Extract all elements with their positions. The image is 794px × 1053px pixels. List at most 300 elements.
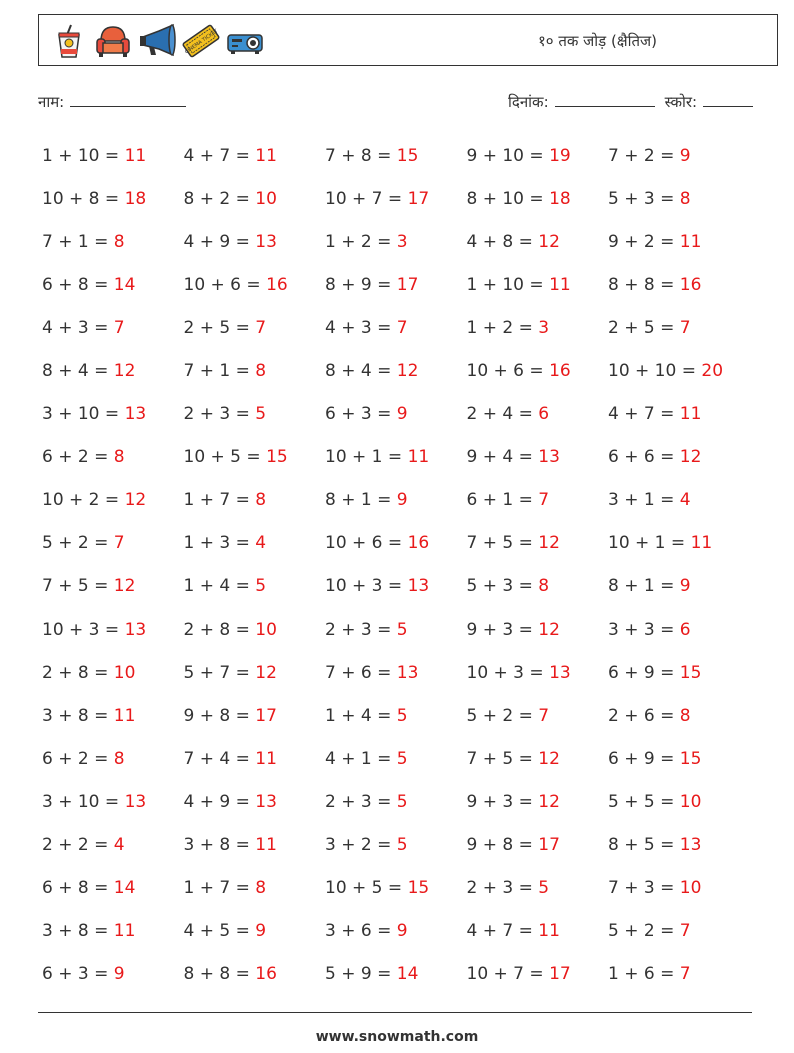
problem-item <box>184 189 326 209</box>
problem-item <box>184 146 326 166</box>
problem-question: 1 + 10 = <box>466 274 550 295</box>
problem-answer: 11 <box>679 404 702 425</box>
problem-item <box>42 404 184 424</box>
problem-item <box>184 706 326 726</box>
problem-item <box>467 146 609 166</box>
problem-question: 6 + 1 = <box>466 490 539 511</box>
problem-row <box>42 393 762 436</box>
problem-answer: 7 <box>538 705 550 726</box>
problem-question: 3 + 3 = <box>608 619 680 640</box>
problem-answer: 12 <box>124 490 147 511</box>
problem-item <box>467 921 609 941</box>
problem-question: 9 + 8 = <box>466 835 539 856</box>
problem-question: 5 + 3 = <box>608 188 680 209</box>
problem-item <box>608 749 750 769</box>
problem-answer: 11 <box>407 447 430 468</box>
problem-item <box>467 275 609 295</box>
problem-question: 10 + 6 = <box>183 274 267 295</box>
problem-item <box>467 706 609 726</box>
problem-answer: 13 <box>255 231 277 252</box>
problem-item <box>325 318 467 338</box>
problem-question: 10 + 6 = <box>466 361 550 382</box>
problem-question: 5 + 2 = <box>466 705 539 726</box>
drink-cup-icon <box>49 21 89 61</box>
problem-answer: 8 <box>255 490 267 511</box>
problem-item <box>608 921 750 941</box>
problem-answer: 14 <box>396 964 419 985</box>
problem-answer: 19 <box>549 145 571 166</box>
problem-answer: 17 <box>549 964 571 985</box>
problem-item <box>42 232 184 252</box>
problem-item <box>325 620 467 640</box>
problem-answer: 13 <box>124 619 147 640</box>
problem-item <box>42 964 184 984</box>
problem-item <box>608 146 750 166</box>
problem-item <box>608 878 750 898</box>
problem-answer: 13 <box>396 662 419 683</box>
problem-item <box>42 146 184 166</box>
problem-answer: 8 <box>255 361 267 382</box>
problem-answer: 5 <box>396 705 408 726</box>
problem-item <box>184 576 326 596</box>
problem-item <box>325 447 467 467</box>
problem-item <box>42 878 184 898</box>
problem-question: 10 + 5 = <box>183 447 267 468</box>
problem-item <box>325 749 467 769</box>
problem-item <box>608 706 750 726</box>
problem-answer: 16 <box>266 274 288 295</box>
problem-answer: 12 <box>538 619 560 640</box>
problem-item <box>42 663 184 683</box>
problem-item <box>325 878 467 898</box>
problem-answer: 15 <box>266 447 288 468</box>
problem-answer: 11 <box>113 921 136 942</box>
problem-answer: 17 <box>255 705 277 726</box>
problem-answer: 7 <box>679 964 691 985</box>
problem-question: 10 + 1 = <box>608 533 691 554</box>
problem-item <box>325 576 467 596</box>
problem-answer: 13 <box>549 662 571 683</box>
problem-item <box>467 620 609 640</box>
problem-row <box>42 737 762 780</box>
problem-question: 9 + 10 = <box>466 145 550 166</box>
problem-answer: 4 <box>255 533 267 554</box>
problem-answer: 8 <box>538 576 550 597</box>
problem-row <box>42 349 762 392</box>
problem-item <box>467 576 609 596</box>
problem-item <box>325 663 467 683</box>
problem-row <box>42 306 762 349</box>
problem-question: 2 + 3 = <box>466 878 539 899</box>
problem-question: 7 + 8 = <box>325 145 397 166</box>
problem-question: 4 + 9 = <box>183 791 256 812</box>
name-blank[interactable] <box>70 92 186 107</box>
problem-item <box>42 318 184 338</box>
problem-item <box>608 533 750 553</box>
problem-answer: 11 <box>679 231 702 252</box>
problem-answer: 10 <box>255 188 277 209</box>
problem-answer: 9 <box>396 404 408 425</box>
problem-answer: 5 <box>538 878 550 899</box>
problem-item <box>325 706 467 726</box>
problem-answer: 7 <box>538 490 550 511</box>
problem-question: 8 + 1 = <box>608 576 680 597</box>
footer-url: www.snowmath.com <box>315 1029 479 1045</box>
problem-question: 2 + 4 = <box>466 404 539 425</box>
problem-item <box>467 878 609 898</box>
problem-item <box>467 318 609 338</box>
problem-question: 7 + 1 = <box>42 231 114 252</box>
problem-answer: 5 <box>396 619 408 640</box>
problem-question: 3 + 10 = <box>42 404 125 425</box>
name-field <box>38 92 186 112</box>
problem-item <box>608 361 750 381</box>
problem-answer: 3 <box>396 231 408 252</box>
problem-answer: 9 <box>679 576 691 597</box>
problem-item <box>42 576 184 596</box>
problem-question: 3 + 1 = <box>608 490 680 511</box>
problem-question: 8 + 4 = <box>42 361 114 382</box>
problem-row <box>42 780 762 823</box>
date-blank[interactable] <box>555 92 655 107</box>
problem-question: 4 + 7 = <box>466 921 539 942</box>
problem-answer: 12 <box>255 662 277 683</box>
header-icons <box>49 21 265 61</box>
problem-item <box>467 533 609 553</box>
problem-item <box>467 749 609 769</box>
problem-answer: 15 <box>679 748 702 769</box>
problem-question: 3 + 8 = <box>183 835 256 856</box>
problem-item <box>467 663 609 683</box>
problem-row <box>42 608 762 651</box>
problem-row <box>42 953 762 996</box>
problem-question: 6 + 3 = <box>42 964 114 985</box>
problem-item <box>608 576 750 596</box>
problem-question: 1 + 7 = <box>183 490 256 511</box>
problem-row <box>42 651 762 694</box>
problem-question: 2 + 2 = <box>42 835 114 856</box>
problem-item <box>184 447 326 467</box>
problem-answer: 11 <box>124 145 147 166</box>
problem-item <box>325 835 467 855</box>
problem-answer: 6 <box>679 619 691 640</box>
problem-answer: 5 <box>396 835 408 856</box>
problem-answer: 4 <box>679 490 691 511</box>
problem-question: 7 + 4 = <box>183 748 256 769</box>
problem-question: 6 + 8 = <box>42 878 114 899</box>
problem-item <box>42 835 184 855</box>
problem-answer: 9 <box>396 921 408 942</box>
problem-answer: 12 <box>538 231 560 252</box>
problem-item <box>608 275 750 295</box>
problem-question: 6 + 2 = <box>42 447 114 468</box>
problem-item <box>42 706 184 726</box>
problem-answer: 12 <box>113 576 136 597</box>
problem-question: 5 + 5 = <box>608 791 680 812</box>
problem-answer: 7 <box>679 921 691 942</box>
problem-item <box>184 232 326 252</box>
problem-question: 10 + 10 = <box>608 361 702 382</box>
problem-answer: 14 <box>113 274 136 295</box>
problem-question: 2 + 8 = <box>42 662 114 683</box>
problem-item <box>608 663 750 683</box>
problem-answer: 12 <box>538 748 560 769</box>
problem-question: 2 + 3 = <box>325 791 397 812</box>
problem-item <box>608 232 750 252</box>
problem-question: 1 + 2 = <box>325 231 397 252</box>
cinema-ticket-icon <box>181 21 221 61</box>
problem-question: 10 + 8 = <box>42 188 125 209</box>
problem-row <box>42 263 762 306</box>
problem-item <box>184 921 326 941</box>
problem-answer: 11 <box>255 748 277 769</box>
problem-item <box>467 447 609 467</box>
problem-question: 6 + 8 = <box>42 274 114 295</box>
problem-item <box>325 189 467 209</box>
problem-question: 9 + 3 = <box>466 619 539 640</box>
problem-answer: 4 <box>113 835 125 856</box>
problem-item <box>325 232 467 252</box>
problem-question: 3 + 10 = <box>42 791 125 812</box>
problem-question: 3 + 8 = <box>42 705 114 726</box>
problem-row <box>42 134 762 177</box>
problem-question: 4 + 1 = <box>325 748 397 769</box>
problem-answer: 9 <box>396 490 408 511</box>
problem-answer: 13 <box>679 835 702 856</box>
problem-question: 10 + 7 = <box>325 188 408 209</box>
problem-item <box>608 835 750 855</box>
problem-question: 4 + 9 = <box>183 231 256 252</box>
problem-item <box>42 620 184 640</box>
problem-item <box>608 318 750 338</box>
problem-item <box>184 620 326 640</box>
problem-item <box>42 792 184 812</box>
problem-answer: 17 <box>538 835 560 856</box>
problem-item <box>325 964 467 984</box>
problem-item <box>184 318 326 338</box>
problem-item <box>467 964 609 984</box>
problem-answer: 9 <box>679 145 691 166</box>
problem-question: 7 + 5 = <box>466 533 539 554</box>
problem-answer: 5 <box>396 791 408 812</box>
problem-answer: 5 <box>255 576 267 597</box>
problem-answer: 11 <box>113 705 136 726</box>
problem-question: 9 + 2 = <box>608 231 680 252</box>
problem-question: 10 + 1 = <box>325 447 408 468</box>
problem-row <box>42 824 762 867</box>
svg-text:CINEMA TICKET: CINEMA TICKET <box>184 28 220 56</box>
problem-question: 6 + 2 = <box>42 748 114 769</box>
score-blank[interactable] <box>703 92 753 107</box>
problem-question: 10 + 3 = <box>42 619 125 640</box>
problem-answer: 13 <box>407 576 430 597</box>
problem-question: 9 + 3 = <box>466 791 539 812</box>
problem-item <box>325 921 467 941</box>
problem-question: 7 + 2 = <box>608 145 680 166</box>
problem-question: 4 + 3 = <box>325 317 397 338</box>
problem-question: 1 + 3 = <box>183 533 256 554</box>
problem-item <box>325 533 467 553</box>
problem-item <box>184 404 326 424</box>
problem-question: 5 + 7 = <box>183 662 256 683</box>
problem-question: 7 + 5 = <box>42 576 114 597</box>
problem-row <box>42 910 762 953</box>
problem-item <box>325 792 467 812</box>
problem-question: 2 + 5 = <box>608 317 680 338</box>
problem-question: 4 + 7 = <box>608 404 680 425</box>
problem-item <box>608 964 750 984</box>
problem-item <box>467 792 609 812</box>
problem-answer: 10 <box>679 878 702 899</box>
date-label: दिनांक: <box>508 93 549 111</box>
problem-answer: 13 <box>124 791 147 812</box>
problem-answer: 8 <box>113 748 125 769</box>
problem-item <box>42 749 184 769</box>
problem-question: 7 + 1 = <box>183 361 256 382</box>
problem-item <box>42 921 184 941</box>
problem-answer: 8 <box>679 705 691 726</box>
problem-answer: 10 <box>255 619 277 640</box>
problem-item <box>42 275 184 295</box>
problem-item <box>325 146 467 166</box>
problem-answer: 17 <box>407 188 430 209</box>
problem-item <box>42 533 184 553</box>
problem-question: 7 + 3 = <box>608 878 680 899</box>
problem-item <box>467 361 609 381</box>
problem-item <box>608 447 750 467</box>
problem-answer: 8 <box>255 878 267 899</box>
problem-item <box>467 189 609 209</box>
problem-question: 3 + 6 = <box>325 921 397 942</box>
problem-question: 8 + 5 = <box>608 835 680 856</box>
name-label: नाम: <box>38 93 65 111</box>
problem-item <box>184 663 326 683</box>
problem-question: 8 + 8 = <box>608 274 680 295</box>
problem-question: 5 + 2 = <box>42 533 114 554</box>
problem-answer: 13 <box>255 791 277 812</box>
problem-answer: 7 <box>255 317 267 338</box>
problem-answer: 3 <box>538 317 550 338</box>
problem-item <box>184 275 326 295</box>
problem-question: 5 + 3 = <box>466 576 539 597</box>
problem-answer: 5 <box>396 748 408 769</box>
problem-item <box>325 404 467 424</box>
problem-answer: 15 <box>396 145 419 166</box>
problem-question: 7 + 6 = <box>325 662 397 683</box>
problem-answer: 8 <box>113 447 125 468</box>
problem-question: 10 + 6 = <box>325 533 408 554</box>
problem-question: 2 + 8 = <box>183 619 256 640</box>
problem-answer: 17 <box>396 274 419 295</box>
problem-question: 5 + 9 = <box>325 964 397 985</box>
problem-answer: 10 <box>113 662 136 683</box>
problem-row <box>42 694 762 737</box>
problem-answer: 13 <box>538 447 560 468</box>
problem-item <box>42 447 184 467</box>
problem-question: 5 + 2 = <box>608 921 680 942</box>
problem-question: 1 + 4 = <box>183 576 256 597</box>
problem-question: 8 + 10 = <box>466 188 550 209</box>
problem-question: 4 + 8 = <box>466 231 539 252</box>
problem-answer: 8 <box>679 188 691 209</box>
problem-question: 10 + 3 = <box>466 662 550 683</box>
problem-answer: 7 <box>679 317 691 338</box>
problem-answer: 12 <box>538 533 560 554</box>
armchair-icon <box>93 21 133 61</box>
problem-item <box>184 749 326 769</box>
problem-question: 8 + 8 = <box>183 964 256 985</box>
problem-row <box>42 522 762 565</box>
problem-answer: 5 <box>255 404 267 425</box>
problem-answer: 11 <box>549 274 571 295</box>
problem-row <box>42 565 762 608</box>
problem-answer: 11 <box>255 835 277 856</box>
problem-item <box>467 835 609 855</box>
problem-question: 2 + 3 = <box>183 404 256 425</box>
problem-question: 6 + 3 = <box>325 404 397 425</box>
projector-icon <box>225 21 265 61</box>
problem-question: 1 + 2 = <box>466 317 539 338</box>
problem-answer: 8 <box>113 231 125 252</box>
problem-answer: 9 <box>113 964 125 985</box>
problem-row <box>42 867 762 910</box>
problem-question: 4 + 3 = <box>42 317 114 338</box>
problem-row <box>42 177 762 220</box>
problem-item <box>467 490 609 510</box>
problem-item <box>325 361 467 381</box>
problem-question: 2 + 3 = <box>325 619 397 640</box>
problem-question: 1 + 7 = <box>183 878 256 899</box>
date-score-field <box>508 92 753 112</box>
problem-item <box>608 490 750 510</box>
problem-answer: 16 <box>679 274 702 295</box>
problem-item <box>467 232 609 252</box>
problem-item <box>42 189 184 209</box>
worksheet-header <box>38 14 778 66</box>
worksheet-title: १० तक जोड़ (क्षैतिज) <box>537 32 657 50</box>
problem-item <box>325 275 467 295</box>
problem-answer: 12 <box>113 361 136 382</box>
problem-question: 10 + 5 = <box>325 878 408 899</box>
problem-question: 10 + 2 = <box>42 490 125 511</box>
problem-item <box>608 620 750 640</box>
problem-question: 9 + 4 = <box>466 447 539 468</box>
problem-item <box>467 404 609 424</box>
problem-answer: 7 <box>113 317 125 338</box>
problem-question: 4 + 5 = <box>183 921 256 942</box>
problem-item <box>184 533 326 553</box>
problem-answer: 11 <box>255 145 277 166</box>
problem-item <box>184 361 326 381</box>
score-label: स्कोर: <box>664 93 698 111</box>
problem-question: 6 + 6 = <box>608 447 680 468</box>
problem-answer: 12 <box>396 361 419 382</box>
problem-answer: 10 <box>679 791 702 812</box>
problem-row <box>42 436 762 479</box>
problem-answer: 12 <box>538 791 560 812</box>
problem-item <box>184 964 326 984</box>
problem-item <box>608 189 750 209</box>
problem-answer: 7 <box>396 317 408 338</box>
problem-answer: 6 <box>538 404 550 425</box>
problem-grid <box>42 134 762 996</box>
problem-answer: 20 <box>701 361 724 382</box>
problem-question: 3 + 8 = <box>42 921 114 942</box>
problem-answer: 15 <box>679 662 702 683</box>
problem-question: 8 + 4 = <box>325 361 397 382</box>
problem-question: 7 + 5 = <box>466 748 539 769</box>
problem-question: 8 + 1 = <box>325 490 397 511</box>
